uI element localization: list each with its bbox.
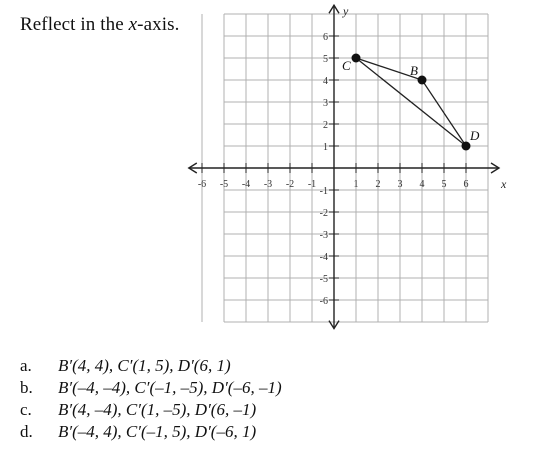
y-tick-label: -3 — [319, 230, 328, 241]
y-tick-label: 1 — [323, 142, 328, 153]
axes — [189, 4, 507, 328]
choice-c[interactable] — [20, 399, 282, 421]
choice-text: B′(–4, 4), C′(–1, 5), D′(–6, 1) — [58, 422, 257, 441]
choice-letter: d. — [20, 422, 33, 441]
y-axis-label: y — [343, 4, 349, 19]
x-axis-label: x — [501, 177, 507, 191]
x-tick-label: 4 — [419, 179, 425, 190]
y-tick-label: -5 — [319, 274, 328, 285]
x-tick-label: 3 — [397, 179, 403, 190]
y-tick-label: -6 — [319, 296, 328, 307]
point-c — [352, 54, 361, 63]
answer-choices — [20, 355, 282, 443]
x-tick-label: -5 — [219, 179, 229, 190]
point-label-b: B — [410, 63, 418, 78]
y-tick-label: 4 — [323, 76, 328, 87]
x-tick-label: 5 — [441, 179, 447, 190]
x-tick-label: -4 — [241, 179, 251, 190]
y-tick-label: 3 — [323, 98, 328, 109]
point-label-c: C — [342, 58, 351, 73]
x-tick-label: -2 — [285, 179, 295, 190]
choice-letter: c. — [20, 400, 32, 419]
y-tick-label: 5 — [323, 54, 328, 65]
question-prefix: Reflect in the — [20, 14, 129, 35]
y-tick-label: 2 — [323, 120, 328, 131]
x-tick-label: -1 — [307, 179, 317, 190]
choice-b[interactable] — [20, 377, 282, 399]
choice-d[interactable] — [20, 421, 282, 443]
x-tick-label: 1 — [353, 179, 359, 190]
question-suffix: -axis. — [137, 14, 180, 35]
choice-text: B′(–4, –4), C′(–1, –5), D′(–6, –1) — [58, 378, 282, 397]
choice-letter: a. — [20, 356, 32, 375]
y-tick-label: -4 — [319, 252, 328, 263]
x-tick-label: -3 — [263, 179, 273, 190]
x-tick-label: 6 — [463, 179, 469, 190]
question-variable: x — [128, 14, 138, 35]
choice-text: B′(4, –4), C′(1, –5), D′(6, –1) — [58, 400, 257, 419]
choice-text: B′(4, 4), C′(1, 5), D′(6, 1) — [58, 356, 231, 375]
axis-ticks — [198, 32, 469, 307]
point-b — [418, 76, 427, 85]
choice-letter: b. — [20, 378, 33, 397]
y-tick-label: -2 — [319, 208, 328, 219]
x-tick-label: 2 — [375, 179, 381, 190]
y-tick-label: 6 — [323, 32, 328, 43]
choice-a[interactable] — [20, 355, 282, 377]
point-label-d: D — [470, 128, 480, 143]
y-tick-label: -1 — [319, 186, 328, 197]
x-tick-label: -6 — [197, 179, 207, 190]
